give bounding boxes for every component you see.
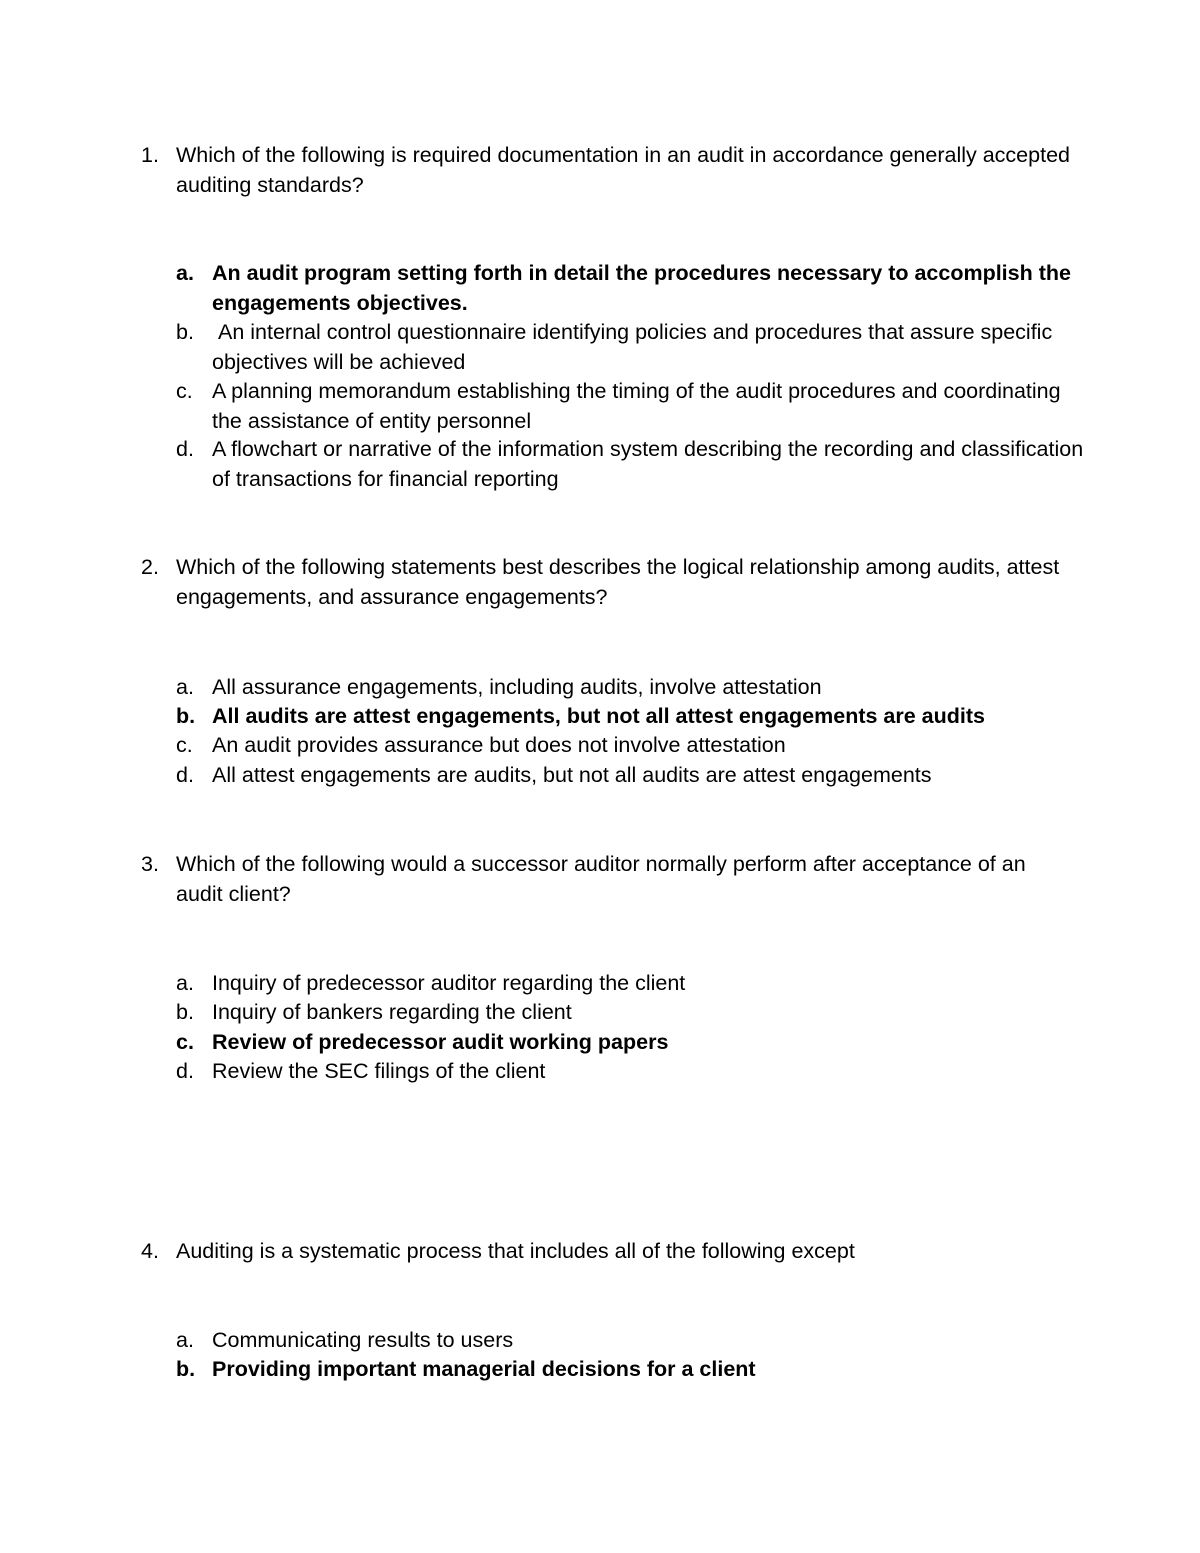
option-2a xyxy=(0,673,1200,703)
option-text: Communicating results to users xyxy=(212,1328,514,1352)
option-text: All assurance engagements, including audits, involve attestation xyxy=(212,675,822,699)
option-letter: d. xyxy=(176,763,194,787)
question-text: Auditing is a systematic process that includes all of the following except xyxy=(176,1239,855,1263)
option-4b xyxy=(0,1355,1200,1385)
option-letter: b. xyxy=(176,1000,194,1024)
option-letter: d. xyxy=(176,1059,194,1083)
option-3b xyxy=(0,998,1200,1028)
option-text: An audit provides assurance but does not involve attestation xyxy=(212,733,786,757)
option-1a xyxy=(0,259,1200,315)
option-letter: a. xyxy=(176,1328,194,1352)
option-letter: b. xyxy=(176,320,194,344)
option-4a xyxy=(0,1326,1200,1356)
option-letter: b. xyxy=(176,704,196,728)
option-letter: a. xyxy=(176,261,194,285)
option-letter: c. xyxy=(176,1030,194,1054)
question-text: Which of the following is required documentation in an audit in accordance generally accepted auditing standards? xyxy=(176,143,1070,197)
question-text: Which of the following statements best describes the logical relationship among audits, attest engagements, and assurance engagements? xyxy=(176,555,1060,609)
question-number: 3. xyxy=(141,852,159,876)
option-2c xyxy=(0,731,1200,761)
option-letter: d. xyxy=(176,437,194,461)
option-text: Inquiry of bankers regarding the client xyxy=(212,1000,572,1024)
option-3d xyxy=(0,1057,1200,1087)
question-text: Which of the following would a successor auditor normally perform after acceptance of an audit client? xyxy=(176,852,1026,906)
option-letter: b. xyxy=(176,1357,196,1381)
option-1d xyxy=(0,435,1200,491)
option-letter: c. xyxy=(176,379,193,403)
option-3c xyxy=(0,1028,1200,1058)
option-1b xyxy=(0,318,1200,374)
option-3a xyxy=(0,969,1200,999)
option-2b xyxy=(0,702,1200,732)
question-number: 2. xyxy=(141,555,159,579)
option-text: A planning memorandum establishing the timing of the audit procedures and coordinating the assistance of entity personnel xyxy=(212,379,1061,433)
option-text: Review of predecessor audit working papers xyxy=(212,1030,669,1054)
option-letter: a. xyxy=(176,675,194,699)
question-number: 4. xyxy=(141,1239,159,1263)
option-letter: a. xyxy=(176,971,194,995)
option-1c xyxy=(0,377,1200,433)
option-letter: c. xyxy=(176,733,193,757)
option-text: Review the SEC filings of the client xyxy=(212,1059,546,1083)
option-text: An audit program setting forth in detail the procedures necessary to accomplish the engagements objectives. xyxy=(212,261,1071,315)
option-text: All attest engagements are audits, but not all audits are attest engagements xyxy=(212,763,932,787)
option-text: A flowchart or narrative of the information system describing the recording and classification of transactions for financial reporting xyxy=(212,437,1084,491)
option-text: Inquiry of predecessor auditor regarding the client xyxy=(212,971,686,995)
option-text: Providing important managerial decisions for a client xyxy=(212,1357,756,1381)
option-2d xyxy=(0,761,1200,791)
question-number: 1. xyxy=(141,143,159,167)
option-text: All audits are attest engagements, but not all attest engagements are audits xyxy=(212,704,985,728)
option-text: An internal control questionnaire identifying policies and procedures that assure specific objectives will be achieved xyxy=(212,320,1059,374)
